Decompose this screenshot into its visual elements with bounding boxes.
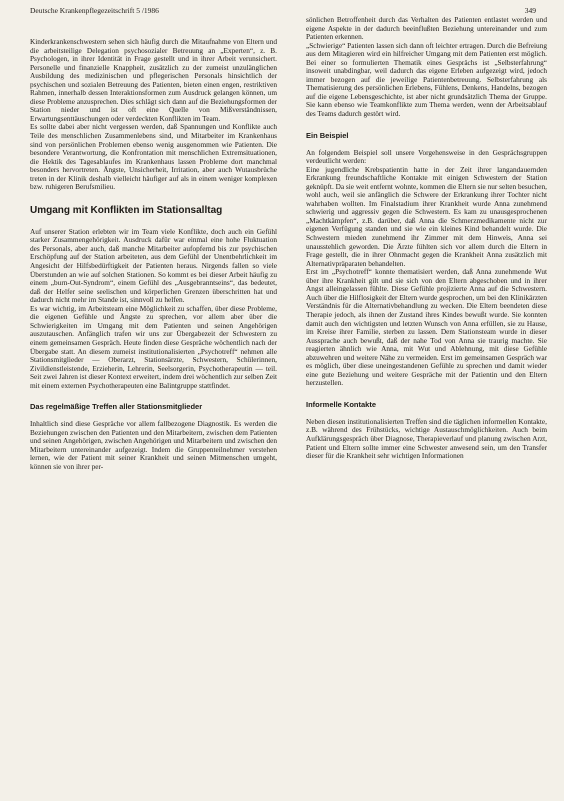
paragraph: Es war wichtig, im Arbeitsteam eine Möglichkeit zu schaffen, über diese Probleme, die eigenen Gefühle und Ängste zu sprechen, vor allem aber über die Schwierigkeiten im Umgang mit dem Patienten und seinen Angehörigen auszutauschen. Anfänglich trafen wir uns zur Übergabezeit der Schwestern zu einem gemeinsamen Gespräch. Heute finden diese Gespräche wöchentlich nach der Übergabe statt. An diesem zumeist institutionalisierten „Psychotreff“ nehmen alle Stationsmitglieder — Oberarzt, Stationsärzte, Schwestern, Schülerinnen, Zivildienstleistende, Erzieherin, Lehrerin, Seelsorgerin, Psychotherapeutin — teil. Seit zwei Jahren ist dieser Kontext erweitert, indem drei wöchentlich zur selben Zeit mit einem externen Psychotherapeuten eine Balintgruppe stattfindet.	[30, 303, 277, 390]
page-number: 349	[524, 6, 536, 15]
paragraph: Erst im „Psychotreff“ konnte thematisiert werden, daß Anna zunehmende Wut über ihre Krankheit gilt und sie sich von den Eltern abgeschoben und in ihrer Angst alleingelassen fühlte. Diese Gefühle projizierte Anna auf die Schwestern. Auch über die Hilflosigkeit der Eltern wurde gesprochen, um bei den Klinikärzten Verständnis für die Alternativbehandlung zu wecken. Die Eltern beendeten diese Therapie jedoch, als ihnen der Zustand ihres Kindes bewußt wurde. Sie konnten damit auch den wichtigsten und letzten Wunsch von Anna erfüllen, sie zu Hause, im Kreise ihrer Familie, sterben zu lassen. Dem Stationsteam wurde in dieser Aussprache auch bewußt, daß der nahe Tod von Anna sie traurig machte. Sie reagierten ähnlich wie Anna, mit Wut und Ablehnung, mit diese Gefühle abzuwehren und weitere Nähe zu vermeiden. Erst im gemeinsamen Gespräch war es möglich, über diese uneingestandenen Gefühle zu sprechen und damit wieder eine gute Beziehung und weitere Gespräche mit der Patientin und den Eltern herzustellen.	[306, 267, 547, 388]
paragraph: Es sollte dabei aber nicht vergessen werden, daß Spannungen und Konflikte auch Teile des menschlichen Zusammenlebens sind, und Mitarbeiter im Krankenhaus sind von persönlichen Problemen ebenso wenig ausgenommen wie Patienten. Die besondere Verantwortung, die Konfrontation mit menschlichen Extremsituationen, die Hektik des Tagesablaufes im Krankenhaus lassen Probleme dort manchmal besonders hervortreten. Ängste, Unsicherheit, Irritation, aber auch Wutausbrüche treten in der Klinik deshalb vielleicht häufiger auf als in einem weniger komplexen bzw. ruhigeren Berufsmilieu.	[30, 122, 277, 192]
section-heading: Umgang mit Konflikten im Stationsalltag	[30, 204, 223, 216]
right-column	[306, 16, 547, 461]
paragraph: Eine jugendliche Krebspatientin hatte in der Zeit ihrer langandauernden Erkrankung freundschaftliche Kontakte mit einigen Schwestern der Station geknüpft. Da sie weit entfernt wohnte, kommen die Eltern sie nur selten besuchen, wohl auch, weil sie anfänglich die Schwere der Erkrankung ihrer Tochter nicht wahrhaben wollten. Im Finalstadium ihrer Krankheit wurde Anna zunehmend schwierig und aggressiv gegen die Schwestern. Es kam zu unausgesprochenen „Machtkämpfen“, z.B. darüber, daß Anna die Schmerzmedikamente nicht zur eigenen Verfügung standen und sie wie ein kleines Kind behandelt wurde. Die Schwestern mieden zunehmend ihr Zimmer mit dem Hinweis, Anna sei unausstehlich geworden. Die Ärzte fühlten sich vor allem durch die Eltern in Frage gestellt, die in ihrer Ohnmacht gegen die Krankheit Anna zusätzlich mit Alternativpräparaten behandelten.	[306, 164, 547, 268]
subsection-heading: Ein Beispiel	[306, 130, 349, 140]
paragraph: sönlichen Betroffenheit durch das Verhalten des Patienten entlastet werden und eigene Aspekte in der dadurch beeinflußten Beziehung untereinander und zum Patienten erkennen.	[306, 15, 547, 42]
paragraph: Neben diesen institutionalisierten Treffen sind die täglichen informellen Kontakte, z.B. während des Frühstücks, wichtige Austauschmöglichkeiten. Auch beim Aufklärungsgespräch über Diagnose, Therapieverlauf und planung zwischen Arzt, Patient und Eltern sollte immer eine Schwester anwesend sein, um den Transfer dieser für die Krankheit sehr wichtigen Informationen	[306, 416, 547, 461]
paragraph: An folgendem Beispiel soll unsere Vorgehensweise in den Gesprächsgruppen verdeutlicht werden:	[306, 147, 547, 166]
paragraph: Kinderkrankenschwestern sehen sich häufig durch die Mitaufnahme von Eltern und die arbeitsteilige Delegation psychosozialer Betreuung an „Experten“, z. B. Psychologen, in ihrer Identität in Frage gestellt und in ihrer Arbeit verunsichert. Personelle und finanzielle Knappheit, zusätzlich zu der zumeist unzulänglichen Ausbildung des medizinischen und pflegerischen Personals hinsichtlich der psychischen und sozialen Betreuung des Patienten, bieten einen engen, restriktiven Rahmen, innerhalb dessen Interaktionsformen zum Ausdruck gelangen können, um diese Probleme anzusprechen. Dies schlägt sich dann auf die Beziehungsformen der Station nieder und ist oft eine Quelle von Mißverständnissen, Erwartungsenttäuschungen oder verdeckten Konflikten im Team.	[30, 37, 277, 123]
left-column	[30, 38, 277, 472]
subsection-heading: Informelle Kontakte	[306, 399, 377, 409]
paragraph: „Schwierige“ Patienten lassen sich dann oft leichter ertragen. Durch die Befreiung aus dem Mitagieren wird ein hilfreicher Umgang mit dem Patienten erst möglich. Bei einer so formulierten Thematik eines Gesprächs ist „Selbsterfahrung“ insoweit unabdingbar, weil dadurch das eigene Erleben aufgezeigt wird, jedoch immer bezogen auf die jeweilige Patientenbetreuung. Selbsterfahrung als Thematisierung des persönlichen Erlebens, Fühlens, Denkens, Handelns, bezogen auf die eigene Lebensgeschichte, ist aber nicht grundsätzlich Thema der Gruppe. Sie kann ebenso wie Teamkonflikte zum Thema werden, wenn der Arbeitsablauf des Teams dadurch gestört wird.	[306, 40, 547, 119]
paragraph: Auf unserer Station erlebten wir im Team viele Konflikte, doch auch ein Gefühl starker Zusammengehörigkeit. Ausdruck dafür war einmal eine hohe Fluktuation des Personals, aber auch, daß manche Mitarbeiter aufopfernd bis zur psychischen Erschöpfung auf der Station arbeiteten, aus dem Gefühl der Unentbehrlichkeit im Angesicht der Hilfsbedürftigkeit der Patienten heraus. Nirgends fallen so viele Überstunden an wie auf solchen Stationen. So kommt es bei dieser Arbeit häufig zu einem „burn-Out-Syndrom“, einem Gefühl des „Ausgebranntseins“, das bedeutet, daß der Helfer seine seelischen und körperlichen Grenzen überschritten hat und dadurch nicht mehr im Stande ist, sinnvoll zu helfen.	[30, 226, 277, 305]
journal-title: Deutsche Krankenpflegezeitschrift 5 /1986	[30, 6, 159, 15]
subsection-heading: Das regelmäßige Treffen aller Stationsmitglieder	[30, 402, 203, 412]
paragraph: Inhaltlich sind diese Gespräche vor allem fallbezogene Diagnostik. Es werden die Beziehungen zwischen den Patienten und den Mitarbeitern, zwischen dem Patienten und seinen Angehörigen, zwischen Angehörigen und Mitarbeitern und zwischen den Mitarbeitern untereinander aufgezeigt. Indem die Gruppenteilnehmer verstehen lernen, wie der Patient mit seiner Krankheit und seinen Mitmenschen umgeht, können sie von ihrer per-	[30, 419, 277, 471]
